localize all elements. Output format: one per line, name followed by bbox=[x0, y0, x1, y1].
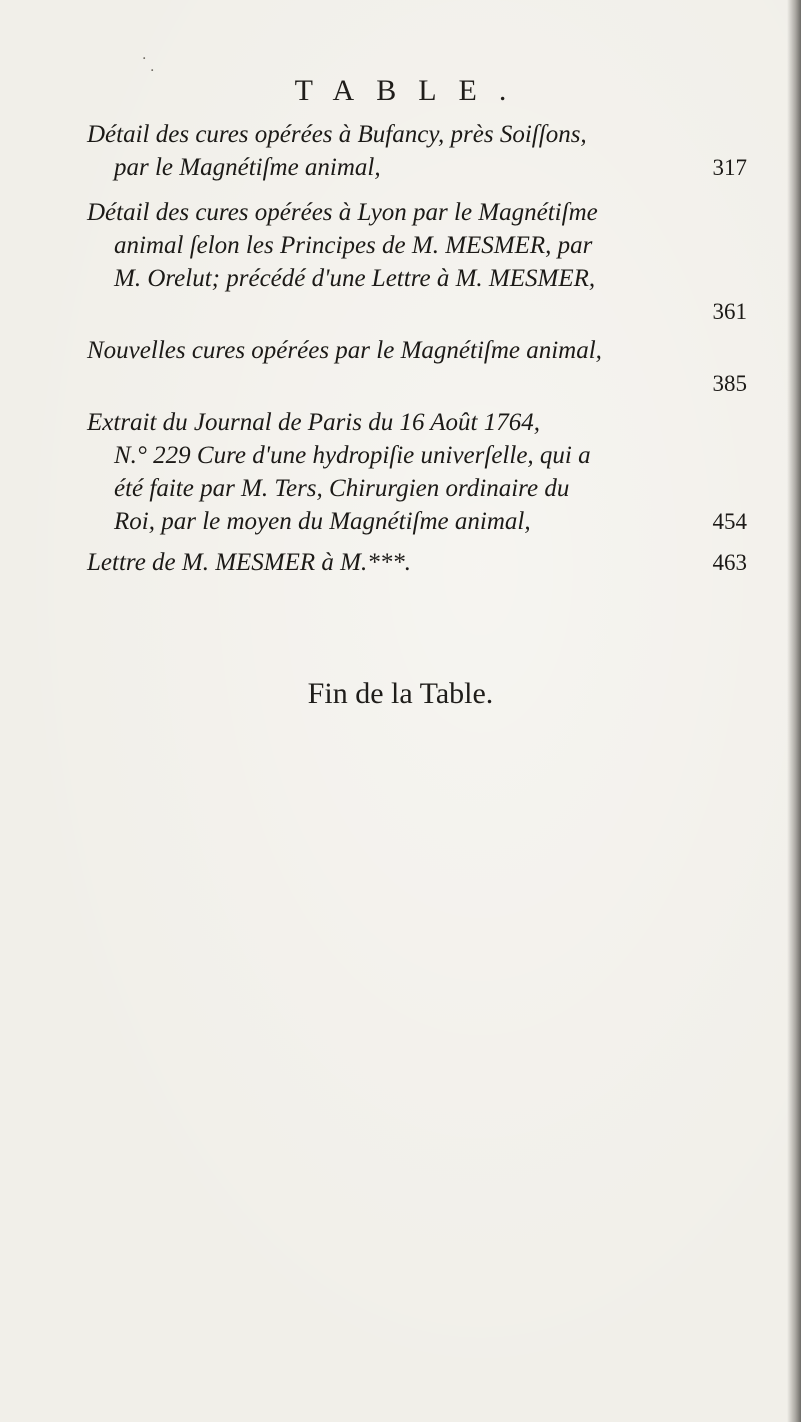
toc-entry-line: animal ſelon les Principes de M. MESMER, par bbox=[114, 232, 593, 259]
toc-page-number: 317 bbox=[712, 155, 747, 180]
toc-entry bbox=[87, 118, 747, 186]
toc-entry-line: Nouvelles cures opérées par le Magnétiſme animal, bbox=[87, 337, 602, 364]
toc-page-number: 463 bbox=[712, 550, 747, 575]
toc-entry-line: été faite par M. Ters, Chirurgien ordinaire du bbox=[114, 475, 570, 502]
ink-speck: · bbox=[150, 63, 155, 79]
toc-entry-line: Détail des cures opérées à Bufancy, près Soiſſons, bbox=[87, 121, 587, 148]
toc-entry-line: N.° 229 Cure d'une hydropiſie univerſelle, qui a bbox=[114, 442, 591, 469]
toc-entry bbox=[87, 196, 747, 332]
page-title: TABLE. bbox=[294, 74, 529, 107]
page-edge-shadow bbox=[787, 0, 801, 1422]
toc-entry-line: Roi, par le moyen du Magnétiſme animal, bbox=[114, 508, 531, 535]
toc-entry-line: Lettre de M. MESMER à M.***. bbox=[87, 549, 411, 576]
toc-entry-line: Détail des cures opérées à Lyon par le Magnétiſme bbox=[87, 199, 598, 226]
toc-page-number: 385 bbox=[712, 371, 747, 396]
toc-entry-line: Extrait du Journal de Paris du 16 Août 1764, bbox=[87, 409, 540, 436]
toc-page-number: 454 bbox=[712, 509, 747, 534]
toc-entry bbox=[87, 546, 747, 580]
ink-speck: · bbox=[142, 51, 147, 67]
table-of-contents bbox=[87, 118, 747, 582]
toc-entry bbox=[87, 334, 747, 402]
toc-entry-line: M. Orelut; précédé d'une Lettre à M. MESMER, bbox=[114, 265, 596, 292]
end-of-table-note: Fin de la Table. bbox=[307, 677, 494, 710]
toc-entry bbox=[87, 406, 747, 542]
toc-entry-line: par le Magnétiſme animal, bbox=[114, 154, 381, 181]
toc-page-number: 361 bbox=[712, 299, 747, 324]
